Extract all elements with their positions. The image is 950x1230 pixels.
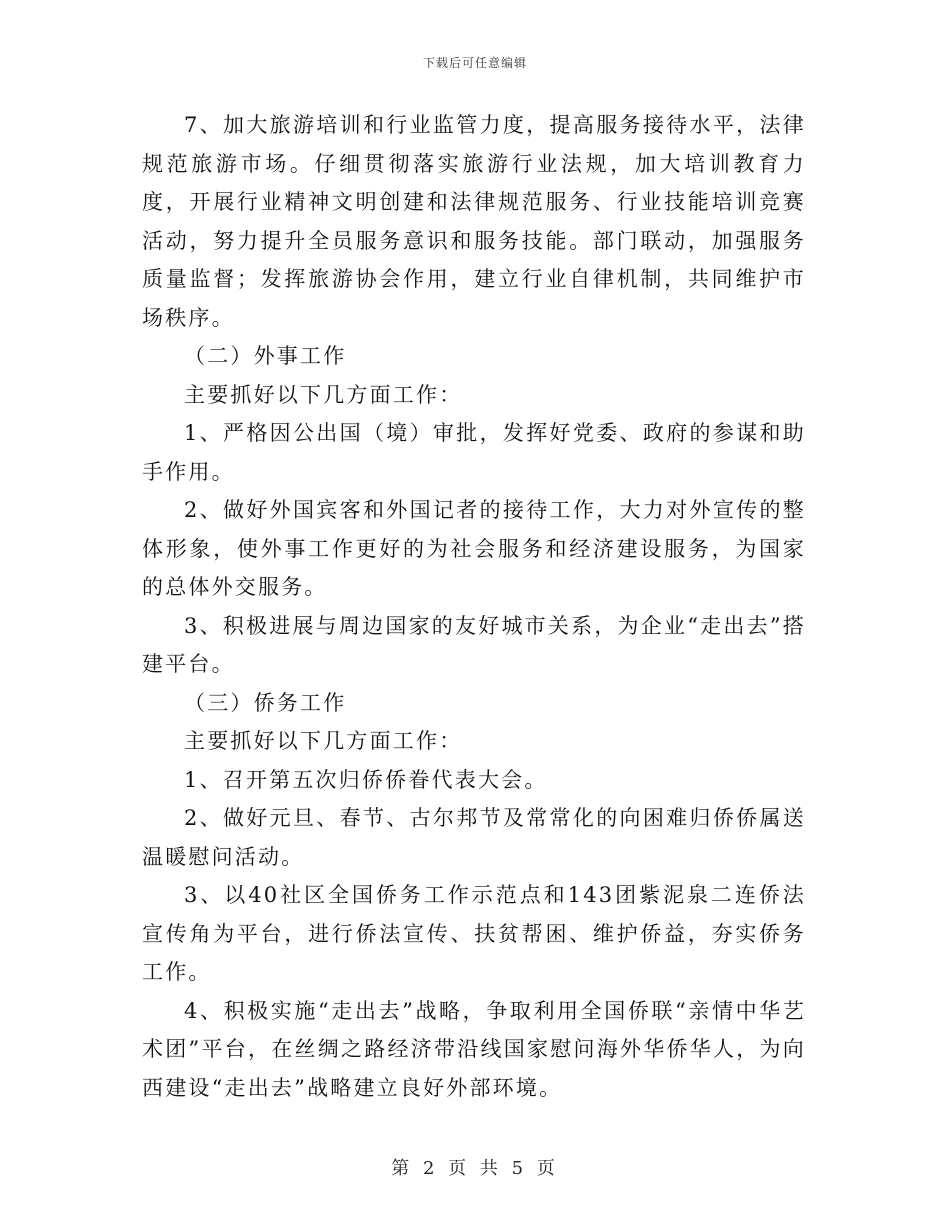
paragraph-overseas-item-1: 1、召开第五次归侨侨眷代表大会。 (184, 767, 548, 792)
paragraph-overseas-item-2: 2、做好元旦、春节、古尔邦节及常常化的向困难归侨侨属送温暖慰问活动。 (142, 806, 806, 869)
section-heading-foreign-affairs: （二）外事工作 (184, 344, 347, 368)
paragraph-foreign-item-3: 3、积极进展与周边国家的友好城市关系，为企业“走出去”搭建平台。 (142, 613, 806, 676)
paragraph-overseas-item-3: 3、以40社区全国侨务工作示范点和143团紫泥泉二连侨法宣传角为平台，进行侨法宣传、扶贫帮困、维护侨益，夯实侨务工作。 (142, 883, 806, 984)
section-heading-overseas-chinese: （三）侨务工作 (184, 690, 347, 715)
paragraph-foreign-item-2: 2、做好外国宾客和外国记者的接待工作，大力对外宣传的整体形象，使外事工作更好的为社会服务和经济建设服务，为国家的总体外交服务。 (142, 498, 806, 599)
document-body (142, 106, 806, 1107)
paragraph-foreign-item-1: 1、严格因公出国（境）审批，发挥好党委、政府的参谋和助手作用。 (142, 421, 806, 484)
paragraph-tourism-training: 7、加大旅游培训和行业监管力度，提高服务接待水平，法律规范旅游市场。仔细贯彻落实旅游行业法规，加大培训教育力度，开展行业精神文明创建和法律规范服务、行业技能培训竞赛活动，努力提升全员服务意识和服务技能。部门联动，加强服务质量监督；发挥旅游协会作用，建立行业自律机制，共同维护市场秩序。 (142, 113, 806, 330)
paragraph-intro-overseas-chinese: 主要抓好以下几方面工作： (184, 729, 463, 753)
page-header: 下载后可任意编辑 (422, 56, 527, 70)
page-number: 第 2 页 共 5 页 (391, 1158, 559, 1179)
paragraph-intro-foreign-affairs: 主要抓好以下几方面工作： (184, 382, 463, 407)
paragraph-overseas-item-4: 4、积极实施“走出去”战略，争取利用全国侨联“亲情中华艺术团”平台，在丝绸之路经济带沿线国家慰问海外华侨华人，为向西建设“走出去”战略建立良好外部环境。 (142, 998, 806, 1100)
